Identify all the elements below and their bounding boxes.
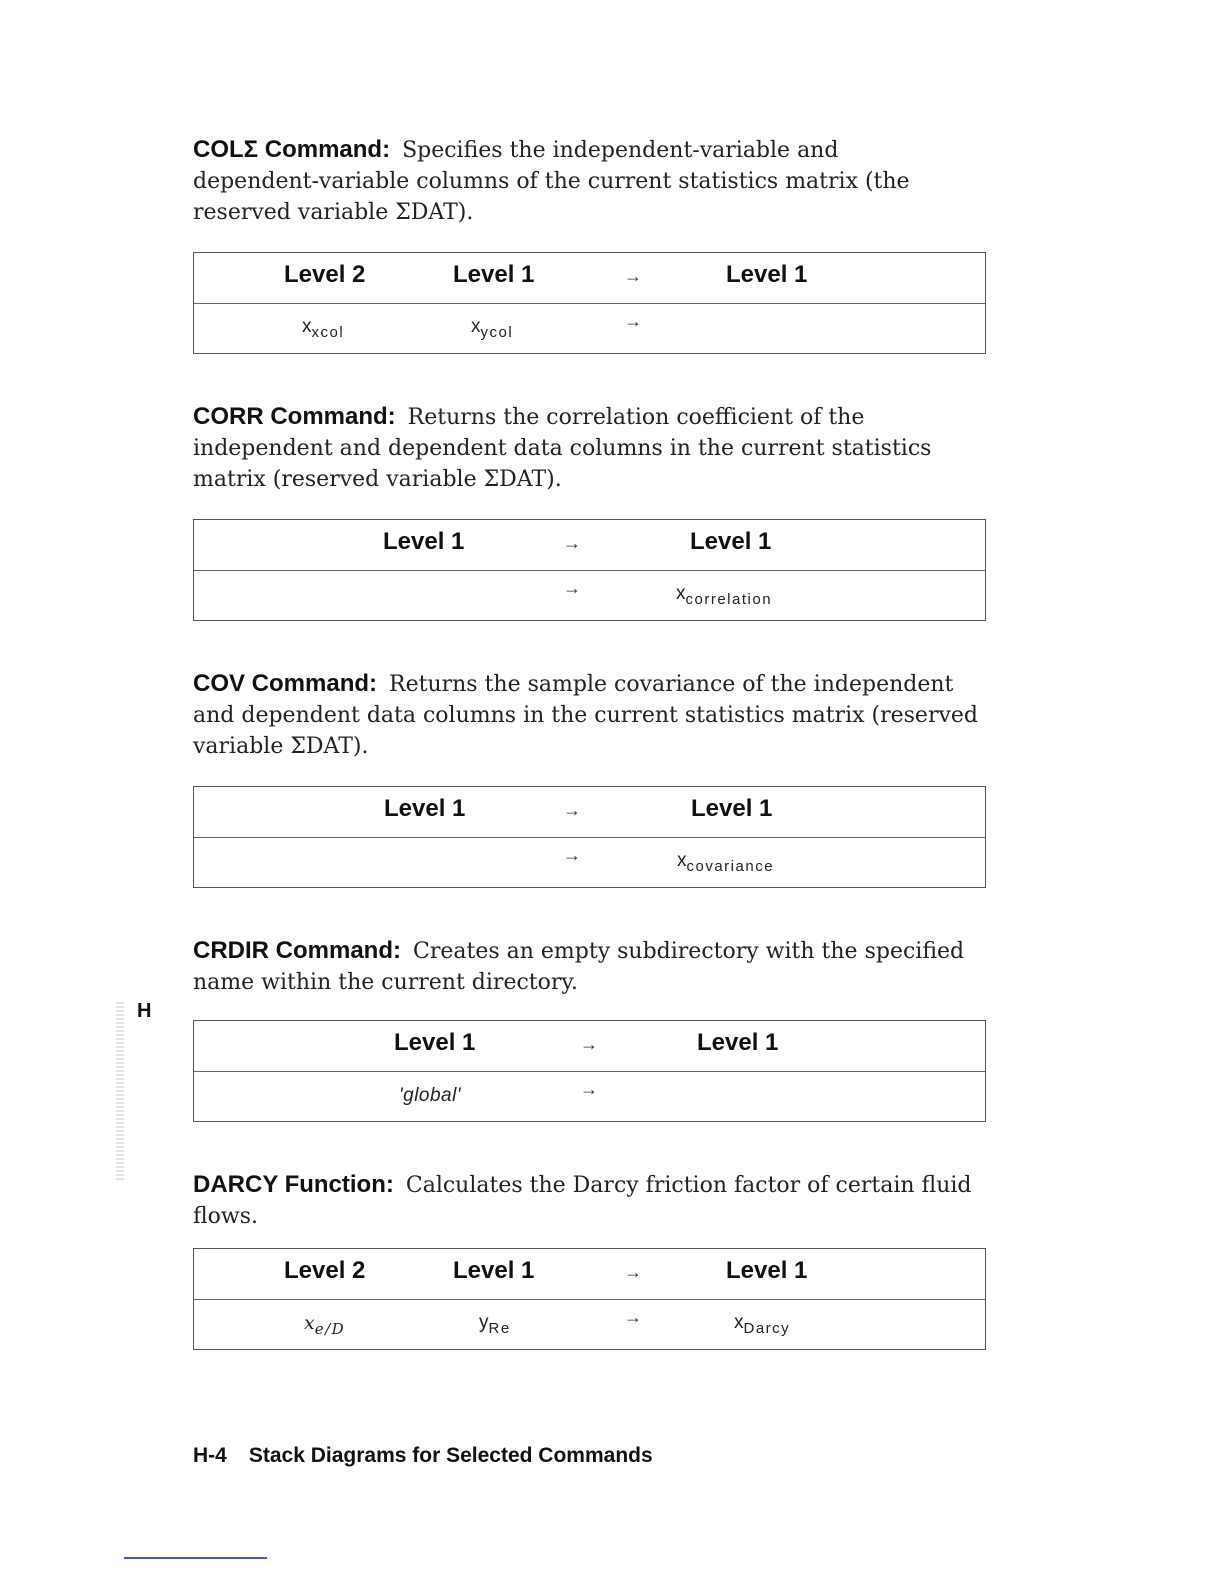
section-title: Stack Diagrams for Selected Commands bbox=[248, 1444, 653, 1467]
header-arrow: → bbox=[624, 1262, 642, 1282]
entry-description: COLΣ Command: Specifies the independent-variable and dependent-variable columns of the current statistics matrix (the reserved variable ΣDAT). bbox=[193, 136, 910, 225]
header-arrow: → bbox=[624, 266, 642, 286]
value-xcovariance: $x_{covariance}$ bbox=[677, 850, 775, 875]
header-level-1: Level 1 bbox=[453, 1257, 535, 1284]
header-level-1: Level 1 bbox=[394, 1029, 476, 1056]
command-name: CRDIR Command: bbox=[193, 937, 401, 964]
row-arrow: → bbox=[624, 311, 642, 331]
header-result-level-1: Level 1 bbox=[726, 1257, 808, 1284]
header-result-level-1: Level 1 bbox=[691, 795, 773, 822]
stack-diagram-corr bbox=[193, 519, 986, 621]
header-arrow: → bbox=[563, 800, 581, 820]
entry-crdir bbox=[193, 935, 988, 998]
row-arrow: → bbox=[580, 1079, 598, 1099]
page-number: H-4 bbox=[193, 1444, 227, 1467]
header-result-level-1: Level 1 bbox=[726, 261, 808, 288]
row-arrow: → bbox=[563, 578, 581, 598]
value-global-name: 'global' bbox=[399, 1085, 461, 1106]
entry-corr bbox=[193, 401, 988, 495]
command-name: CORR Command: bbox=[193, 403, 396, 430]
stack-diagram-crdir bbox=[193, 1020, 986, 1122]
header-level-2: Level 2 bbox=[284, 1257, 366, 1284]
side-tab-letter: H bbox=[137, 1000, 152, 1022]
value-xcorrelation: $x_{correlation}$ bbox=[676, 583, 773, 608]
table-divider bbox=[194, 1071, 985, 1072]
header-result-level-1: Level 1 bbox=[697, 1029, 779, 1056]
stack-diagram-cov bbox=[193, 786, 986, 888]
value-ycol: $x_{ycol}$ bbox=[471, 316, 514, 341]
header-arrow: → bbox=[563, 533, 581, 553]
entry-colsigma bbox=[193, 134, 988, 228]
entry-cov bbox=[193, 668, 988, 762]
value-y-re: $y_{Re}$ bbox=[479, 1312, 511, 1337]
value-xcol: $x_{xcol}$ bbox=[302, 316, 345, 341]
stack-diagram-darcy bbox=[193, 1248, 986, 1350]
command-name: DARCY Function: bbox=[193, 1171, 394, 1198]
header-level-1: Level 1 bbox=[384, 795, 466, 822]
bottom-rule bbox=[124, 1557, 267, 1559]
entry-description: COV Command: Returns the sample covariance of the independent and dependent data columns in the current statistics matrix (reserved variable ΣDAT). bbox=[193, 670, 978, 759]
value-x-e-over-d: $x_{e/D}$ bbox=[304, 1312, 346, 1338]
header-level-1: Level 1 bbox=[383, 528, 465, 555]
page-footer bbox=[193, 1444, 653, 1468]
header-result-level-1: Level 1 bbox=[690, 528, 772, 555]
table-divider bbox=[194, 1299, 985, 1300]
header-arrow: → bbox=[580, 1034, 598, 1054]
entry-description: CRDIR Command: Creates an empty subdirectory with the specified name within the current directory. bbox=[193, 937, 965, 995]
entry-darcy bbox=[193, 1169, 988, 1232]
entry-description: DARCY Function: Calculates the Darcy friction factor of certain fluid flows. bbox=[193, 1171, 972, 1229]
stack-diagram-colsigma bbox=[193, 252, 986, 354]
entry-description: CORR Command: Returns the correlation coefficient of the independent and dependent data columns in the current statistics matrix (reserved variable ΣDAT). bbox=[193, 403, 932, 492]
table-divider bbox=[194, 303, 985, 304]
table-divider bbox=[194, 837, 985, 838]
command-name: COV Command: bbox=[193, 670, 378, 697]
row-arrow: → bbox=[563, 845, 581, 865]
side-tab-strip bbox=[116, 1000, 124, 1180]
table-divider bbox=[194, 570, 985, 571]
header-level-1: Level 1 bbox=[453, 261, 535, 288]
row-arrow: → bbox=[624, 1307, 642, 1327]
header-level-2: Level 2 bbox=[284, 261, 366, 288]
value-x-darcy: $x_{Darcy}$ bbox=[734, 1312, 791, 1337]
command-name: COLΣ Command: bbox=[193, 136, 391, 163]
